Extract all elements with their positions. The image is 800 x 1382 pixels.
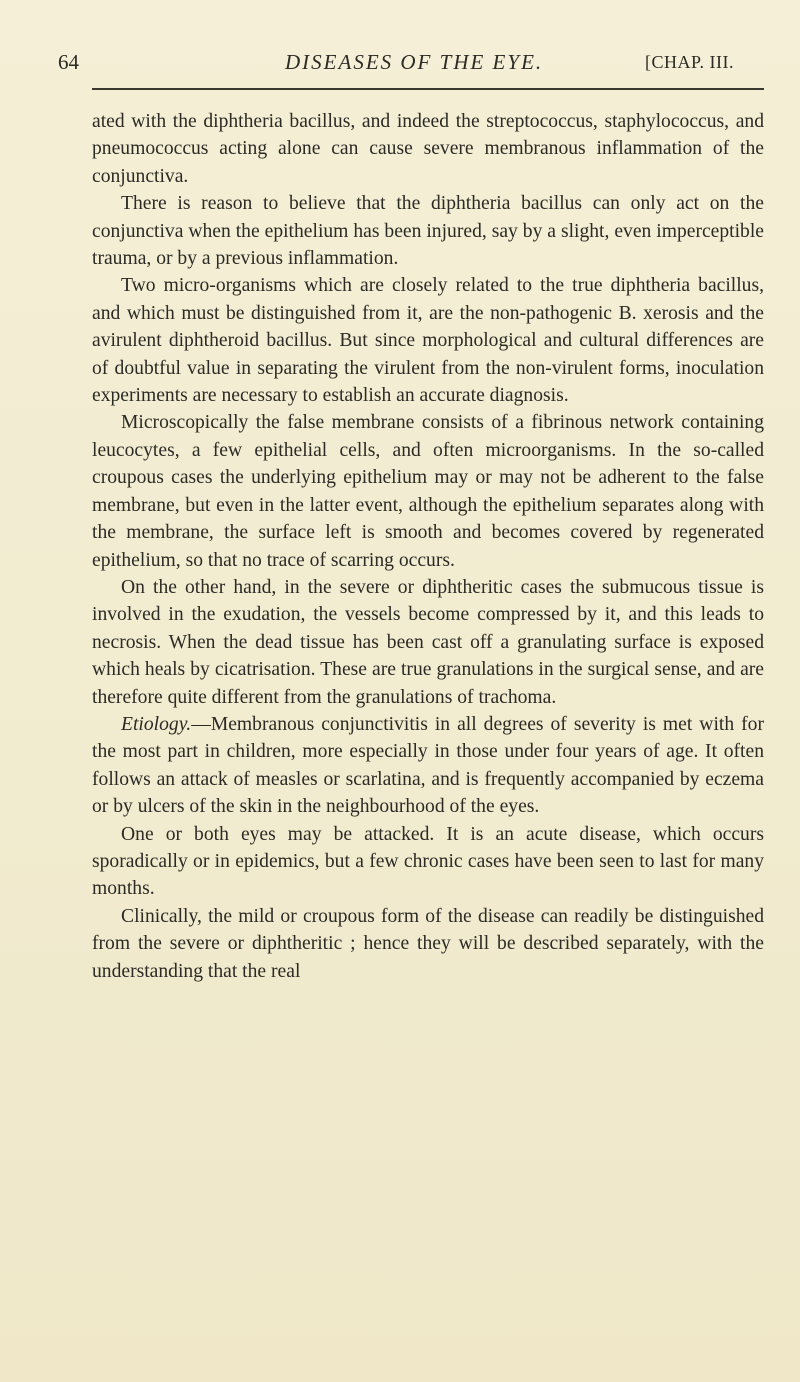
paragraph: Microscopically the false membrane consists of a fibrinous network containing leucocytes, a few epithelial cells, and often microorganisms. In the so-called croupous cases the underlying epithelium may or may not be adherent to the false membrane, but even in the latter event, although the epithelium separates along with the membrane, the surface left is smooth and becomes covered by regenerated epithelium, so that no trace of scarring occurs. <box>92 412 764 571</box>
paragraph: There is reason to believe that the diphtheria bacillus can only act on the conjunctiva when the epithelium has been injured, say by a slight, even imperceptible trauma, or by a previous inflammation. <box>92 193 764 270</box>
etiology-lead: —Membranous conjunctivitis in all degrees of severity <box>191 713 636 735</box>
chapter-label: [CHAP. III. <box>645 52 734 72</box>
paragraph-continued: ated with the diphtheria bacillus, and indeed the streptococcus, staphylococcus, and pneumococcus acting alone can cause severe membranous inflammation of the conjunctiva. <box>92 111 764 187</box>
paragraph: One or both eyes may be attacked. It is an acute disease, which occurs sporadically or in epidemics, but a few chronic cases have been seen to last for many months. <box>92 823 764 900</box>
paragraph: Two micro-organisms which are closely related to the true diphtheria bacillus, and which must be distinguished from it, are the non-pathogenic B. xerosis and the avirulent diphtheroid bacillus. But since morphological and cultural differences are of doubtful value in separating the virulent from the non-virulent forms, inoculation experiments are necessary to establish an accurate diagnosis. <box>92 275 764 407</box>
paragraph: Clinically, the mild or croupous form of the disease can readily be distinguished from the severe or diphtheritic ; hence they will be described separately, with the understanding that the real <box>92 905 764 982</box>
paragraph: On the other hand, in the severe or diphtheritic cases the submucous tissue is involved in the exudation, the vessels become compressed by it, and this leads to necrosis. When the dead tissue has been cast off a granulating surface is exposed which heals by cicatrisation. These are true granulations in the surgical sense, and are therefore quite different from the granulations of trachoma. <box>92 576 764 708</box>
etiology-text: is met with for the most part in children, more especially in those under four years of age. It often follows an attack of measles or scarlatina, and is frequently accompanied by eczema or by ulcers of the skin in the neighbourhood of the eyes. <box>92 713 764 818</box>
etiology-heading: Etiology. <box>121 713 192 735</box>
running-title: DISEASES OF THE EYE. <box>285 50 544 74</box>
paragraph-etiology <box>92 711 764 821</box>
page-number: 64 <box>58 50 79 74</box>
header-rule <box>92 88 764 90</box>
running-header <box>58 50 764 90</box>
body-text <box>92 108 764 985</box>
